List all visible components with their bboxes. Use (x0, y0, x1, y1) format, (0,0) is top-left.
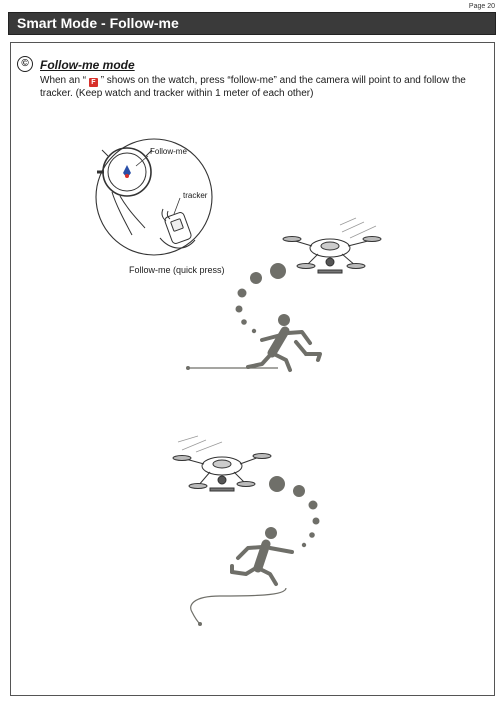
runner-top (248, 314, 320, 370)
dot-arc-top (236, 263, 287, 333)
tracker-label: tracker (183, 191, 208, 200)
follow-me-icon: F (89, 78, 98, 87)
section-title: Follow-me mode (40, 58, 135, 72)
drone-bottom-left (173, 436, 271, 491)
runner-bottom (232, 527, 292, 584)
desc-text-before: When an “ (40, 75, 89, 86)
ground-track-bottom (191, 588, 286, 626)
watch-face-marker (123, 165, 131, 178)
drone-top-right (283, 218, 381, 273)
desc-text-after: ” shows on the watch, press “follow-me” and the camera will point to and follow the tracker. (Keep watch and tracker within 1 meter of each other) (40, 75, 466, 99)
dot-arc-bottom (269, 476, 320, 547)
page-title: Smart Mode - Follow-me (17, 15, 179, 31)
watch-label: Follow-me (150, 147, 187, 156)
section-icon: © (17, 56, 33, 72)
illustration-caption: Follow-me (quick press) (129, 265, 225, 275)
ground-track-top (186, 366, 278, 370)
page-number: Page 20 (468, 3, 495, 10)
